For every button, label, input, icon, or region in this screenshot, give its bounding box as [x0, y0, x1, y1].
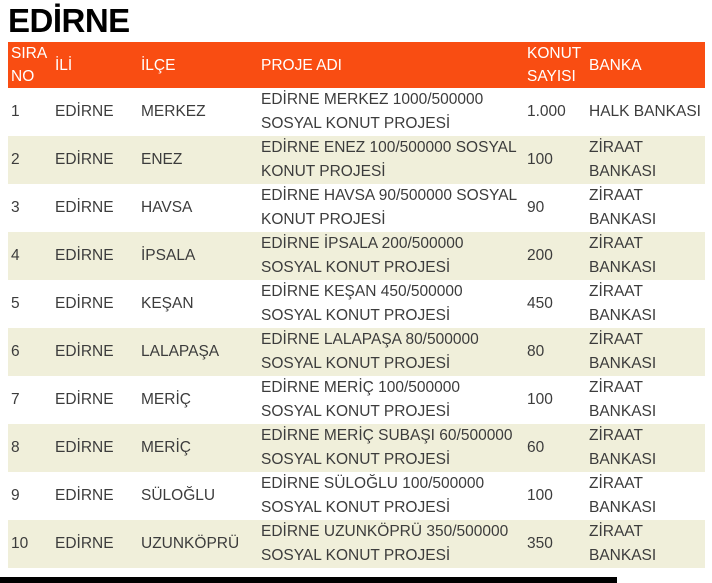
cell-ili: EDİRNE: [55, 199, 114, 216]
header-row: [8, 42, 705, 88]
cell-ilce: UZUNKÖPRÜ: [141, 535, 240, 552]
table-row: [8, 88, 705, 136]
cell-ili: EDİRNE: [55, 151, 114, 168]
cell-ili: EDİRNE: [55, 295, 114, 312]
cell-konut-sayisi: 100: [527, 487, 553, 504]
cell-sira-no: 8: [11, 439, 20, 456]
column-header-proje-adi: PROJE ADI: [258, 42, 524, 88]
cell-ili: EDİRNE: [55, 487, 114, 504]
cell-proje-adi: EDİRNE LALAPAŞA 80/500000 SOSYAL KONUT PROJESİ: [261, 331, 479, 372]
projects-table: [8, 42, 705, 568]
column-header-sira-no: SIRA NO: [8, 42, 52, 88]
table-row: [8, 232, 705, 280]
cell-ili: EDİRNE: [55, 247, 114, 264]
table-row: [8, 136, 705, 184]
column-header-ilce: İLÇE: [138, 42, 258, 88]
cell-sira-no: 5: [11, 295, 20, 312]
table-row: [8, 520, 705, 568]
cell-sira-no: 10: [11, 535, 29, 552]
cell-konut-sayisi: 100: [527, 391, 553, 408]
cell-ili: EDİRNE: [55, 439, 114, 456]
cell-ilce: KEŞAN: [141, 295, 194, 312]
cell-konut-sayisi: 60: [527, 439, 545, 456]
cell-banka: ZİRAAT BANKASI: [589, 427, 657, 468]
cell-konut-sayisi: 80: [527, 343, 545, 360]
cell-banka: ZİRAAT BANKASI: [589, 235, 657, 276]
cell-sira-no: 9: [11, 487, 20, 504]
cell-ilce: ENEZ: [141, 151, 183, 168]
table-row: [8, 328, 705, 376]
cell-sira-no: 7: [11, 391, 20, 408]
cell-banka: ZİRAAT BANKASI: [589, 331, 657, 372]
cell-banka: HALK BANKASI: [589, 103, 701, 120]
cell-ilce: LALAPAŞA: [141, 343, 220, 360]
cell-konut-sayisi: 200: [527, 247, 553, 264]
column-header-ili: İLİ: [52, 42, 138, 88]
table-header: [8, 42, 705, 88]
cell-proje-adi: EDİRNE MERİÇ SUBAŞI 60/500000 SOSYAL KONUT PROJESİ: [261, 427, 513, 468]
cell-proje-adi: EDİRNE MERKEZ 1000/500000 SOSYAL KONUT PROJESİ: [261, 91, 484, 132]
cell-ilce: MERİÇ: [141, 391, 191, 408]
cell-ilce: MERİÇ: [141, 439, 191, 456]
cell-banka: ZİRAAT BANKASI: [589, 523, 657, 564]
cell-sira-no: 4: [11, 247, 20, 264]
cell-proje-adi: EDİRNE UZUNKÖPRÜ 350/500000 SOSYAL KONUT PROJESİ: [261, 523, 509, 564]
cell-ilce: SÜLOĞLU: [141, 487, 216, 504]
cell-sira-no: 1: [11, 103, 20, 120]
cell-ili: EDİRNE: [55, 535, 114, 552]
cell-ilce: İPSALA: [141, 247, 196, 264]
cell-banka: ZİRAAT BANKASI: [589, 475, 657, 516]
cell-banka: ZİRAAT BANKASI: [589, 379, 657, 420]
cell-ilce: HAVSA: [141, 199, 193, 216]
column-header-banka: BANKA: [586, 42, 705, 88]
cell-konut-sayisi: 350: [527, 535, 553, 552]
table-row: [8, 184, 705, 232]
cell-proje-adi: EDİRNE MERİÇ 100/500000 SOSYAL KONUT PROJESİ: [261, 379, 461, 420]
cell-proje-adi: EDİRNE ENEZ 100/500000 SOSYAL KONUT PROJESİ: [261, 139, 517, 180]
cell-proje-adi: EDİRNE KEŞAN 450/500000 SOSYAL KONUT PROJESİ: [261, 283, 463, 324]
cell-sira-no: 6: [11, 343, 20, 360]
cell-ili: EDİRNE: [55, 343, 114, 360]
cell-konut-sayisi: 100: [527, 151, 553, 168]
column-header-konut-sayisi: KONUT SAYISI: [524, 42, 586, 88]
table-row: [8, 376, 705, 424]
cell-proje-adi: EDİRNE İPSALA 200/500000 SOSYAL KONUT PROJESİ: [261, 235, 464, 276]
cell-banka: ZİRAAT BANKASI: [589, 139, 657, 180]
cell-ili: EDİRNE: [55, 103, 114, 120]
table-row: [8, 424, 705, 472]
table-row: [8, 280, 705, 328]
cell-banka: ZİRAAT BANKASI: [589, 187, 657, 228]
table-row: [8, 472, 705, 520]
cell-konut-sayisi: 1.000: [527, 103, 566, 120]
bottom-bar: [0, 577, 617, 583]
cell-proje-adi: EDİRNE HAVSA 90/500000 SOSYAL KONUT PROJESİ: [261, 187, 517, 228]
cell-konut-sayisi: 450: [527, 295, 553, 312]
cell-ili: EDİRNE: [55, 391, 114, 408]
cell-banka: ZİRAAT BANKASI: [589, 283, 657, 324]
cell-konut-sayisi: 90: [527, 199, 545, 216]
cell-sira-no: 3: [11, 199, 20, 216]
table-body: [8, 88, 705, 568]
cell-ilce: MERKEZ: [141, 103, 206, 120]
cell-proje-adi: EDİRNE SÜLOĞLU 100/500000 SOSYAL KONUT PROJESİ: [261, 475, 485, 516]
page-title: EDİRNE: [8, 2, 130, 39]
cell-sira-no: 2: [11, 151, 20, 168]
